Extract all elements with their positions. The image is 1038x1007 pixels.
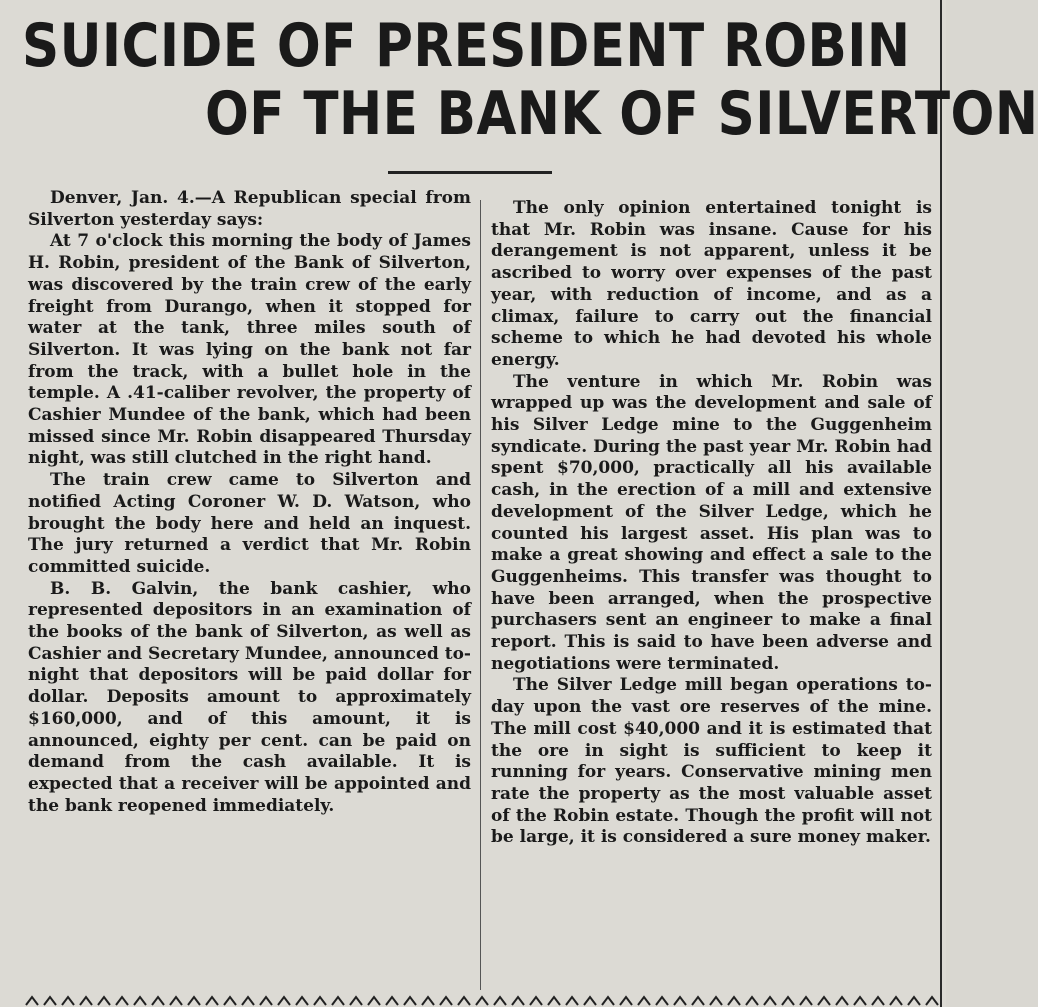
decorative-border-ornament bbox=[20, 993, 936, 1007]
ornament-mark bbox=[656, 997, 668, 1005]
ornament-mark bbox=[620, 997, 632, 1005]
ornament-mark bbox=[188, 997, 200, 1005]
ornament-mark bbox=[890, 997, 902, 1005]
headline-divider bbox=[388, 171, 552, 174]
ornament-mark bbox=[800, 997, 812, 1005]
ornament-mark bbox=[260, 997, 272, 1005]
ornament-mark bbox=[422, 997, 434, 1005]
ornament-mark bbox=[332, 997, 344, 1005]
ornament-mark bbox=[314, 997, 326, 1005]
article-paragraph: At 7 o'clock this morning the body of James H. Robin, president of the Bank of Silverton, was discovered by the train crew of the early freight from Durango, when it stopped for water at the tank, three miles south of Silverton. It was lying on the bank not far from the track, with a bullet hole in the temple. A .41-caliber revolver, the property of Cashier Mundee of the bank, which had been missed since Mr. Robin disappeared Thursday night, was still clutched in the right hand. bbox=[28, 231, 471, 469]
ornament-mark bbox=[530, 997, 542, 1005]
ornament-mark bbox=[926, 997, 938, 1005]
ornament-mark bbox=[296, 997, 308, 1005]
ornament-mark bbox=[26, 997, 38, 1005]
ornament-mark bbox=[908, 997, 920, 1005]
ornament-mark bbox=[728, 997, 740, 1005]
ornament-mark bbox=[62, 997, 74, 1005]
headline-line-2: OF THE BANK OF SILVERTON bbox=[205, 79, 1038, 149]
article-paragraph: The train crew came to Silverton and notified Acting Coroner W. D. Watson, who brought the body here and held an inquest. The jury returned a verdict that Mr. Robin committed suicide. bbox=[28, 470, 471, 577]
ornament-mark bbox=[458, 997, 470, 1005]
ornament-mark bbox=[368, 997, 380, 1005]
ornament-mark bbox=[566, 997, 578, 1005]
ornament-mark bbox=[476, 997, 488, 1005]
column-divider bbox=[480, 200, 481, 990]
ornament-mark bbox=[278, 997, 290, 1005]
ornament-mark bbox=[746, 997, 758, 1005]
article-paragraph: The venture in which Mr. Robin was wrapped up was the development and sale of his Silver Ledge mine to the Guggenheim syndicate. During the past year Mr. Robin had spent $70,000, practically all his available cash, in the erection of a mill and extensive development of the Silver Ledge, which he counted his largest asset. His plan was to make a great showing and effect a sale to the Guggenheims. This transfer was thought to have been arranged, when the prospective purchasers sent an engineer to make a final report. This is said to have been adverse and negotiations were terminated. bbox=[491, 371, 932, 674]
ornament-mark bbox=[170, 997, 182, 1005]
ornament-mark bbox=[98, 997, 110, 1005]
ornament-mark bbox=[638, 997, 650, 1005]
ornament-mark bbox=[782, 997, 794, 1005]
ornament-mark bbox=[242, 997, 254, 1005]
article-paragraph: The only opinion entertained tonight is that Mr. Robin was insane. Cause for his derangement is not apparent, unless it be ascribed to worry over expenses of the past year, with reduction of income, and as a climax, failure to carry out the financial scheme to which he had devoted his whole energy. bbox=[491, 198, 932, 370]
ornament-mark bbox=[152, 997, 164, 1005]
article-paragraph: B. B. Galvin, the bank cashier, who represented depositors in an examination of the books of the bank of Silverton, as well as Cashier and Secretary Mundee, announced to-night that depositors will be paid dollar for dollar. Deposits amount to approximately $160,000, and of this amount, it is announced, eighty per cent. can be paid on demand from the cash available. It is expected that a receiver will be appointed and the bank reopened immediately. bbox=[28, 578, 471, 816]
ornament-mark bbox=[44, 997, 56, 1005]
ornament-mark bbox=[80, 997, 92, 1005]
ornament-mark bbox=[692, 997, 704, 1005]
headline-line-1: SUICIDE OF PRESIDENT ROBIN bbox=[22, 11, 911, 81]
ornament-mark bbox=[584, 997, 596, 1005]
ornament-mark bbox=[404, 997, 416, 1005]
ornament-mark bbox=[836, 997, 848, 1005]
ornament-mark bbox=[206, 997, 218, 1005]
ornament-mark bbox=[674, 997, 686, 1005]
ornament-mark bbox=[854, 997, 866, 1005]
article-paragraph: The Silver Ledge mill began operations to-day upon the vast ore reserves of the mine. The mill cost $40,000 and it is estimated that the ore in sight is sufficient to keep it running for years. Conservative mining men rate the property as the most valuable asset of the Robin estate. Though the profit will not be large, it is considered a sure money maker. bbox=[491, 675, 932, 848]
ornament-mark bbox=[350, 997, 362, 1005]
ornament-mark bbox=[764, 997, 776, 1005]
ornament-mark bbox=[710, 997, 722, 1005]
ornament-mark bbox=[386, 997, 398, 1005]
ornament-mark bbox=[512, 997, 524, 1005]
ornament-mark bbox=[224, 997, 236, 1005]
ornament-mark bbox=[818, 997, 830, 1005]
article-left-column bbox=[28, 188, 471, 817]
column-border-rule bbox=[940, 0, 942, 1007]
ornament-mark bbox=[548, 997, 560, 1005]
ornament-mark bbox=[440, 997, 452, 1005]
ornament-mark bbox=[494, 997, 506, 1005]
ornament-mark bbox=[602, 997, 614, 1005]
article-right-column bbox=[491, 198, 932, 849]
dateline-paragraph: Denver, Jan. 4.—A Republican special from Silverton yesterday says: bbox=[28, 188, 471, 230]
ornament-mark bbox=[872, 997, 884, 1005]
ornament-mark bbox=[116, 997, 128, 1005]
ornament-mark bbox=[134, 997, 146, 1005]
